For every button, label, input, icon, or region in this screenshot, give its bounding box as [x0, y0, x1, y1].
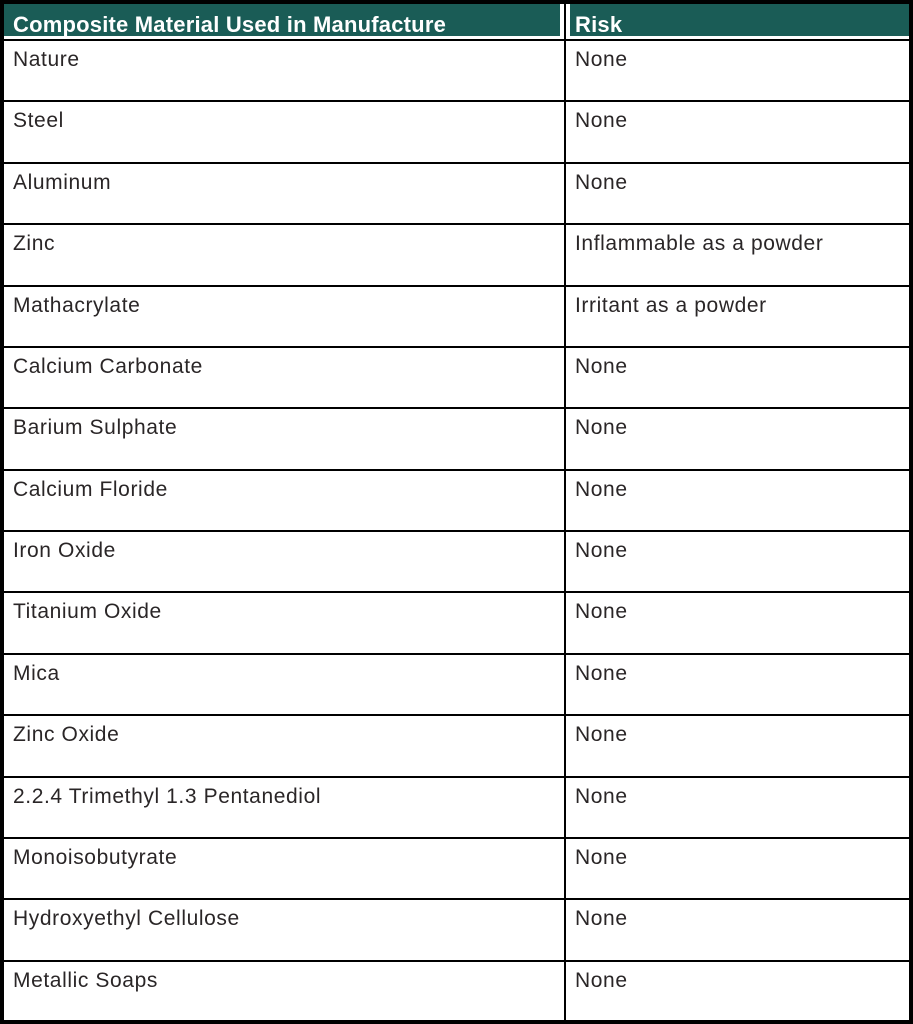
table-row: [2, 777, 911, 838]
table-row: [2, 224, 911, 285]
material-cell: Steel: [2, 101, 565, 162]
risk-cell: None: [565, 408, 911, 469]
risk-cell: None: [565, 592, 911, 653]
material-cell: Monoisobutyrate: [2, 838, 565, 899]
table-row: [2, 40, 911, 101]
table-row: [2, 470, 911, 531]
risk-cell: Irritant as a powder: [565, 286, 911, 347]
risk-cell: None: [565, 163, 911, 224]
risk-cell: None: [565, 777, 911, 838]
material-cell: 2.2.4 Trimethyl 1.3 Pentanediol: [2, 777, 565, 838]
table-row: [2, 163, 911, 224]
table-row: [2, 715, 911, 776]
table-row: [2, 286, 911, 347]
risk-cell: None: [565, 347, 911, 408]
table-row: [2, 899, 911, 960]
table-row: [2, 408, 911, 469]
column-header-risk: Risk: [565, 2, 911, 40]
risk-cell: None: [565, 899, 911, 960]
risk-cell: None: [565, 531, 911, 592]
risk-cell: None: [565, 40, 911, 101]
material-cell: Barium Sulphate: [2, 408, 565, 469]
table-row: [2, 101, 911, 162]
risk-cell: None: [565, 654, 911, 715]
table-row: [2, 347, 911, 408]
material-cell: Metallic Soaps: [2, 961, 565, 1022]
material-cell: Mica: [2, 654, 565, 715]
material-cell: Hydroxyethyl Cellulose: [2, 899, 565, 960]
table-row: [2, 531, 911, 592]
risk-cell: None: [565, 715, 911, 776]
table-row: [2, 654, 911, 715]
risk-cell: None: [565, 838, 911, 899]
table-row: [2, 961, 911, 1022]
column-header-material: Composite Material Used in Manufacture: [2, 2, 565, 40]
material-cell: Zinc Oxide: [2, 715, 565, 776]
material-cell: Calcium Floride: [2, 470, 565, 531]
risk-cell: None: [565, 470, 911, 531]
material-cell: Nature: [2, 40, 565, 101]
table-row: [2, 592, 911, 653]
material-cell: Zinc: [2, 224, 565, 285]
risk-cell: None: [565, 101, 911, 162]
material-cell: Aluminum: [2, 163, 565, 224]
material-cell: Titanium Oxide: [2, 592, 565, 653]
risk-cell: None: [565, 961, 911, 1022]
risk-cell: Inflammable as a powder: [565, 224, 911, 285]
material-cell: Mathacrylate: [2, 286, 565, 347]
material-cell: Iron Oxide: [2, 531, 565, 592]
table-row: [2, 838, 911, 899]
material-cell: Calcium Carbonate: [2, 347, 565, 408]
table-header-row: [2, 2, 911, 40]
